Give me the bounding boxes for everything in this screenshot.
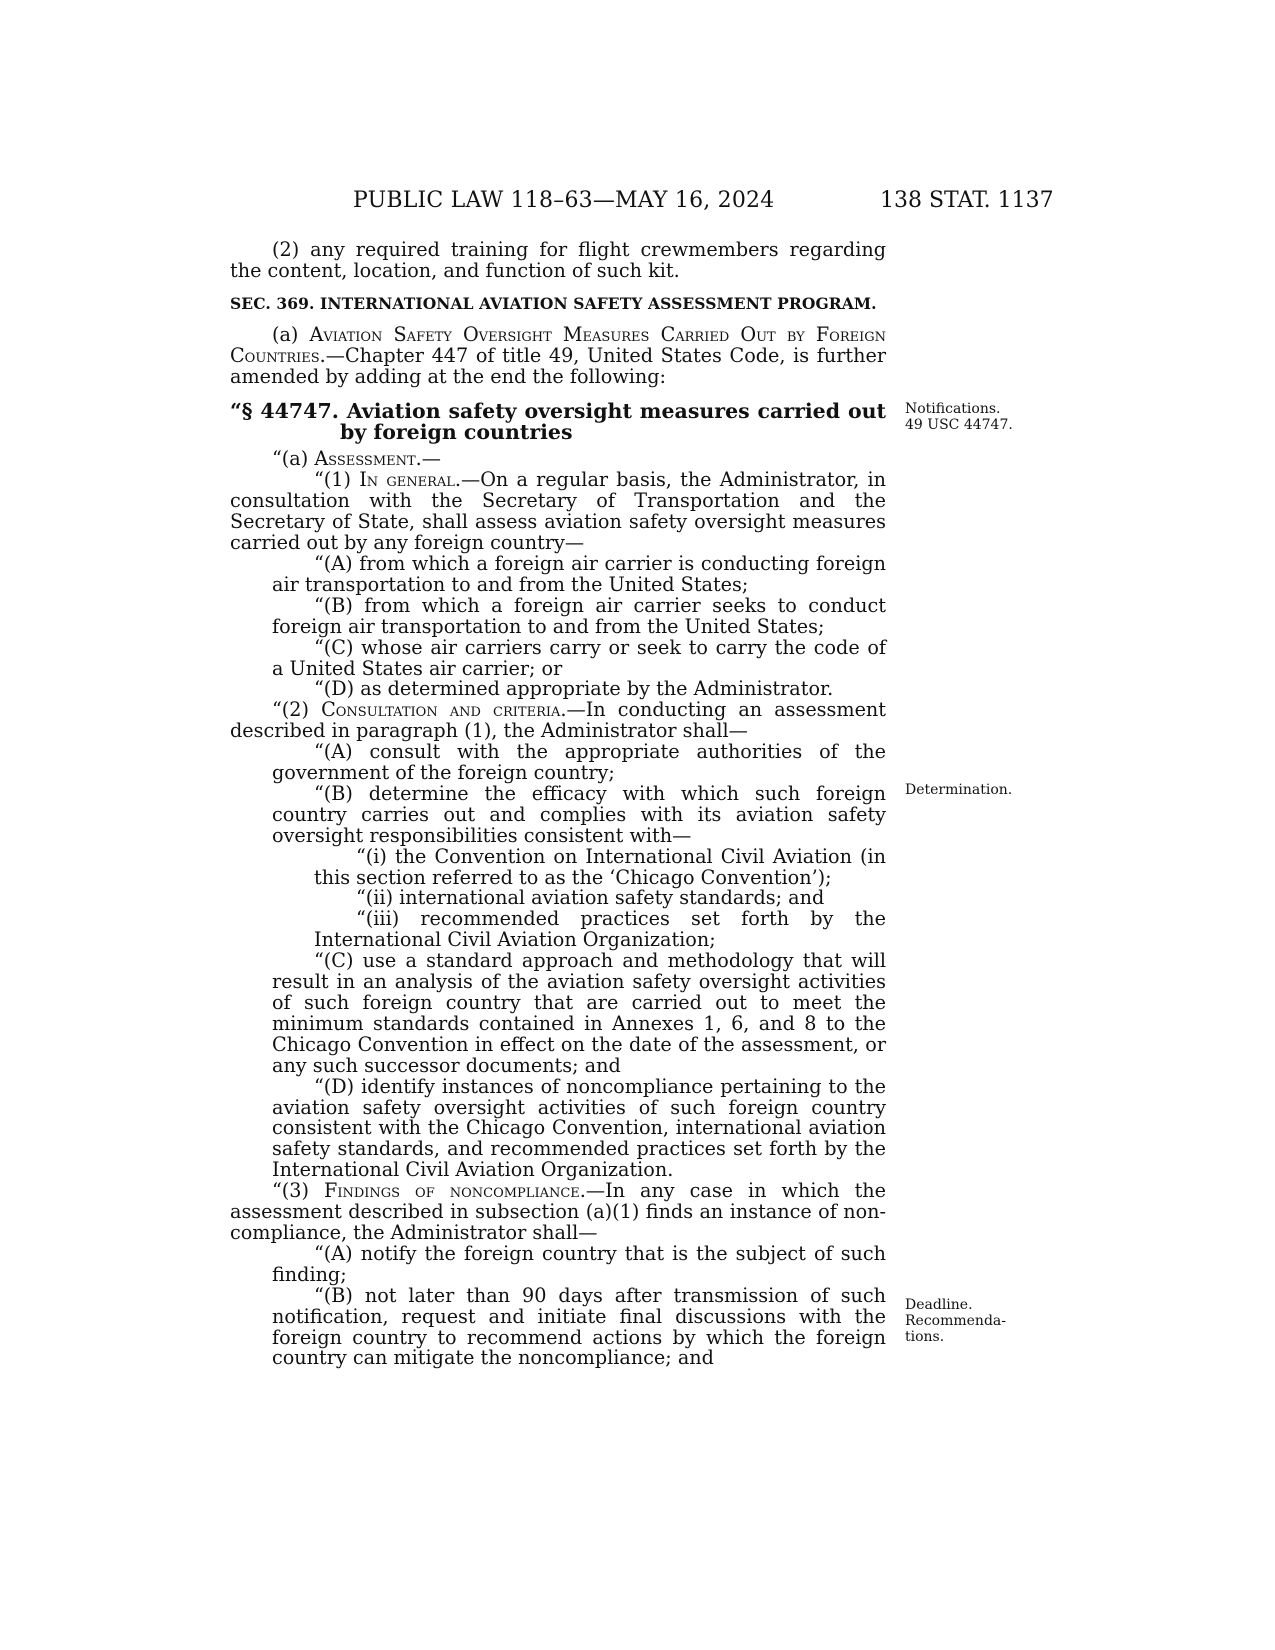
paragraph-2-B-iii: “(iii) recommended practices set forth by the International Civil Aviation Organization;: [314, 907, 886, 952]
paragraph-1-lead: “(1): [314, 468, 360, 492]
section-heading: SEC. 369. INTERNATIONAL AVIATION SAFETY ASSESSMENT PROGRAM.: [230, 293, 877, 313]
paragraph-3-text: —In any case in which the assessment described in subsection (a)(1) finds an instance of non-compliance, the Administrator shall—: [230, 1179, 886, 1244]
subsection-a-caption: Aviation Safety Oversight Measures Carried Out by Foreign Countries.: [230, 322, 886, 367]
paragraph-3: [230, 1181, 886, 1244]
margin-note-determination: [905, 782, 1012, 798]
margin-note-notifications: [905, 401, 1013, 433]
margin-note-deadline-text: Deadline.: [905, 1297, 973, 1313]
paragraph-2-C: “(C) use a standard approach and methodology that will result in an analysis of the aviation safety oversight activities of such foreign country that are carried out to meet the minimum standards contained in Annexes 1, 6, and 8 to the Chicago Convention in effect on the date of the assessment, or any such successor documents; and: [272, 949, 886, 1077]
margin-note-recommendations-1: Recommenda-: [905, 1313, 1006, 1329]
paragraph-2-A: “(A) consult with the appropriate authorities of the government of the foreign country;: [272, 740, 886, 785]
margin-note-notifications-text: Notifications.: [905, 401, 1001, 417]
paragraph-2-caption: Consultation and criteria.: [321, 698, 567, 722]
subsection-a-text: —Chapter 447 of title 49, United States Code, is further amended by adding at the end the following:: [230, 343, 886, 388]
paragraph-2: [230, 700, 886, 742]
paragraph-2-training: (2) any required training for flight crewmembers regarding the content, location, and function of such kit.: [230, 238, 886, 282]
paragraph-1-D: “(D) as determined appropriate by the Administrator.: [314, 677, 834, 701]
subsection-a: [230, 322, 886, 388]
paragraph-2-text: —In conducting an assessment described in paragraph (1), the Administrator shall—: [230, 698, 886, 743]
assessment-dash: —: [421, 447, 441, 471]
assessment-heading: [230, 449, 886, 470]
paragraph-1-caption: In general.: [359, 468, 462, 492]
paragraph-2-D: “(D) identify instances of noncompliance pertaining to the aviation safety oversight activities of such foreign country consistent with the Chicago Convention, international aviation safety standards, and recommended practices set forth by the International Civil Aviation Organization.: [272, 1074, 886, 1182]
paragraph-2-B: “(B) determine the efficacy with which such foreign country carries out and complies with its aviation safety oversight responsibilities consistent with—: [272, 781, 886, 847]
page-header: [0, 188, 1275, 218]
paragraph-1-A: “(A) from which a foreign air carrier is conducting foreign air transportation to and from the United States;: [272, 551, 886, 596]
paragraph-1-text: —On a regular basis, the Administrator, in consultation with the Secretary of Transportation and the Secretary of State, shall assess aviation safety oversight measures carried out by any foreign country—: [230, 468, 887, 555]
margin-note-deadline: [905, 1297, 1006, 1345]
subsection-a-lead: (a): [272, 322, 310, 346]
paragraph-2-B-i: “(i) the Convention on International Civil Aviation (in this section referred to as the ‘Chicago Convention’);: [314, 844, 886, 889]
assessment-lead: “(a): [272, 447, 315, 471]
margin-note-recommendations-2: tions.: [905, 1329, 945, 1345]
margin-note-usc: 49 USC 44747.: [905, 417, 1013, 433]
paragraph-3-lead: “(3): [272, 1179, 324, 1203]
margin-note-determination-text: Determination.: [905, 782, 1013, 798]
page-number: 138 STAT. 1137: [880, 188, 1054, 213]
code-section-heading: “§ 44747. Aviation safety oversight measures carried out by foreign countries: [230, 399, 886, 445]
paragraph-2-lead: “(2): [272, 698, 322, 722]
paragraph-3-caption: Findings of noncompliance.: [324, 1179, 586, 1203]
paragraph-1: [230, 470, 886, 554]
paragraph-1-B: “(B) from which a foreign air carrier seeks to conduct foreign air transportation to and from the United States;: [272, 593, 886, 638]
paragraph-1-C: “(C) whose air carriers carry or seek to carry the code of a United States air carrier; or: [272, 635, 886, 680]
body-text: [230, 240, 886, 1369]
paragraph-2-B-ii: “(ii) international aviation safety standards; and: [356, 886, 825, 910]
paragraph-3-A: “(A) notify the foreign country that is the subject of such finding;: [272, 1241, 886, 1286]
running-title: PUBLIC LAW 118–63—MAY 16, 2024: [353, 188, 775, 213]
assessment-caption: Assessment.: [314, 447, 422, 471]
paragraph-3-B: “(B) not later than 90 days after transmission of such notification, request and initiate final discussions with the foreign country to recommend actions by which the foreign country can mitigate the noncompliance; and: [272, 1283, 886, 1370]
